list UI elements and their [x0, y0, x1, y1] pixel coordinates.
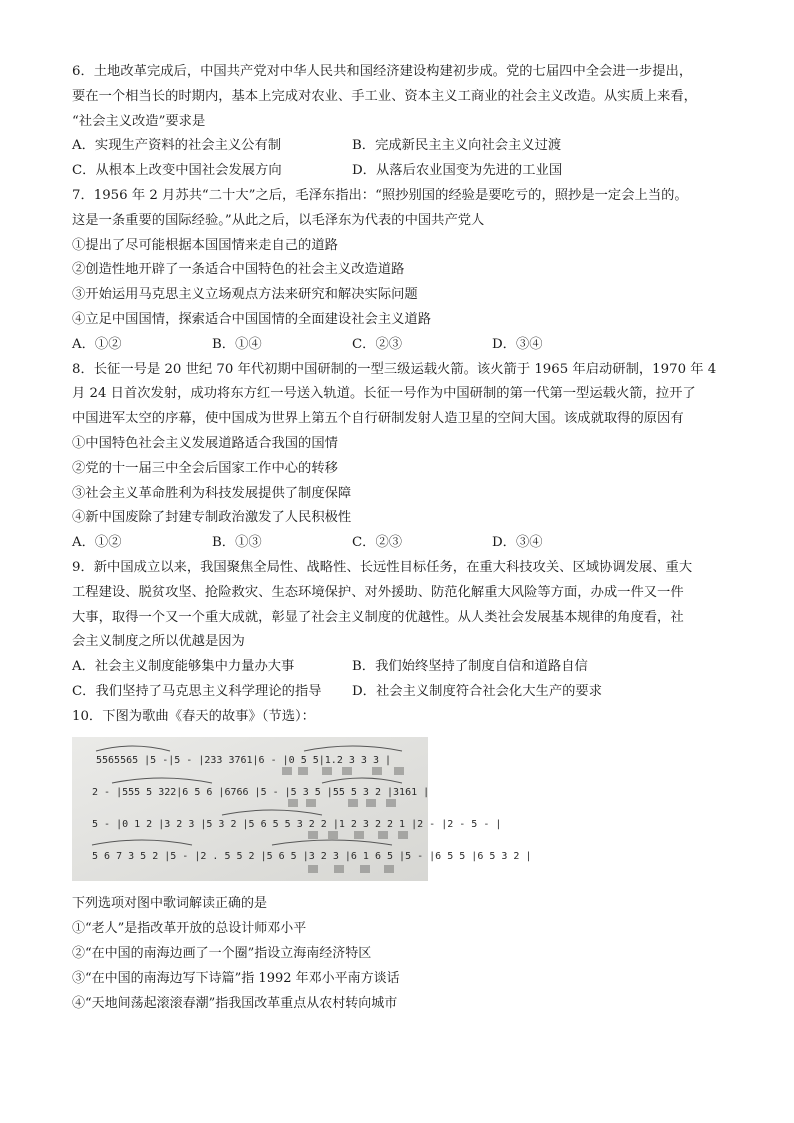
question-stem: 8．长征一号是 20 世纪 70 年代初期中国研制的一型三级运载火箭。该火箭于 1965 年启动研制，1970 年 4 [72, 361, 717, 377]
score-row-2: 2 - |555 5 322|6 5 6 |6766 |5 - |5 3 5 |55 5 3 2 |3161 | [92, 786, 430, 798]
question-stem: 工程建设、脱贫攻坚、抢险救灾、生态环境保护、对外援助、防范化解重大风险等方面，办成一件又一件 [72, 584, 684, 600]
statement-item: ③“在中国的南海边写下诗篇”指 1992 年邓小平南方谈话 [72, 970, 400, 986]
option-row [72, 531, 732, 556]
question-stem: 10．下图为歌曲《春天的故事》（节选）： [72, 708, 315, 724]
option-b[interactable]: B．①③ [212, 535, 262, 551]
question-stem: 会主义制度之所以优越是因为 [72, 634, 245, 650]
option-b[interactable]: B．完成新民主主义向社会主义过渡 [352, 138, 562, 154]
question-stem: 大事，取得一个又一个重大成就，彰显了社会主义制度的优越性。从人类社会发展基本规律的角度看，社 [72, 609, 684, 625]
question-stem: 9．新中国成立以来，我国聚焦全局性、战略性、长远性目标任务，在重大科技攻关、区域协调发展、重大 [72, 559, 693, 575]
question-prompt: 下列选项对图中歌词解读正确的是 [72, 895, 268, 911]
exam-page [72, 60, 732, 1016]
option-row [72, 655, 732, 680]
statement-item: ②创造性地开辟了一条适合中国特色的社会主义改造道路 [72, 262, 405, 278]
option-c[interactable]: C．从根本上改变中国社会发展方向 [72, 163, 282, 179]
statement-item: ③社会主义革命胜利为科技发展提供了制度保障 [72, 485, 352, 501]
option-d[interactable]: D．从落后农业国变为先进的工业国 [352, 163, 563, 179]
statement-item: ①中国特色社会主义发展道路适合我国的国情 [72, 435, 338, 451]
option-d[interactable]: D．③④ [492, 535, 543, 551]
option-a[interactable]: A．社会主义制度能够集中力量办大事 [72, 659, 295, 675]
option-row [72, 134, 732, 159]
question-stem: 7．1956 年 2 月苏共“二十大”之后，毛泽东指出：“照抄别国的经验是要吃亏的，照抄是一定会上当的。 [72, 187, 688, 203]
statement-item: ④立足中国国情，探索适合中国国情的全面建设社会主义道路 [72, 311, 432, 327]
option-a[interactable]: A．①② [72, 336, 122, 352]
question-stem: 中国进军太空的序幕，使中国成为世界上第五个自行研制发射人造卫星的空间大国。该成就取得的原因有 [72, 411, 684, 427]
option-c[interactable]: C．我们坚持了马克思主义科学理论的指导 [72, 683, 322, 699]
question-8 [72, 358, 732, 556]
option-d[interactable]: D．社会主义制度符合社会化大生产的要求 [352, 683, 603, 699]
option-d[interactable]: D．③④ [492, 336, 543, 352]
question-9 [72, 556, 732, 705]
question-stem: “社会主义改造”要求是 [72, 113, 206, 129]
question-10 [72, 705, 732, 1016]
score-row-1: 5565565 |5 -|5 - |233 3761|6 - |0 5 5|1.2 3 3 3 | [96, 754, 392, 766]
statement-item: ③开始运用马克思主义立场观点方法来研究和解决实际问题 [72, 287, 418, 303]
statement-item: ②党的十一届三中全会后国家工作中心的转移 [72, 460, 338, 476]
option-b[interactable]: B．①④ [212, 336, 262, 352]
statement-item: ②“在中国的南海边画了一个圈”指设立海南经济特区 [72, 945, 372, 961]
statement-item: ①“老人”是指改革开放的总设计师邓小平 [72, 920, 307, 936]
question-stem: 要在一个相当长的时期内，基本上完成对农业、手工业、资本主义工商业的社会主义改造。从实质上来看， [72, 88, 697, 104]
option-a[interactable]: A．实现生产资料的社会主义公有制 [72, 138, 282, 154]
score-row-4: 5 6 7 3 5 2 |5 - |2 . 5 5 2 |5 6 5 |3 2 3 |6 1 6 5 |5 - |6 5 5 |6 5 3 2 | [92, 850, 532, 862]
statement-item: ①提出了尽可能根据本国国情来走自己的道路 [72, 237, 338, 253]
question-stem: 月 24 日首次发射，成功将东方红一号送入轨道。长征一号作为中国研制的第一代第一型运载火箭，拉开了 [72, 386, 696, 402]
question-stem: 6．土地改革完成后，中国共产党对中华人民共和国经济建设构建初步成。党的七届四中全会进一步提出， [72, 64, 693, 79]
option-b[interactable]: B．我们始终坚持了制度自信和道路自信 [352, 659, 588, 675]
statement-item: ④“天地间荡起滚滚春潮”指我国改革重点从农村转向城市 [72, 995, 398, 1011]
question-stem: 这是一条重要的国际经验。”从此之后，以毛泽东为代表的中国共产党人 [72, 212, 485, 228]
question-6 [72, 60, 732, 184]
option-row [72, 333, 732, 358]
option-row [72, 680, 732, 705]
option-c[interactable]: C．②③ [352, 336, 403, 352]
option-c[interactable]: C．②③ [352, 535, 403, 551]
option-row [72, 159, 732, 184]
music-score-graphic [72, 737, 532, 881]
music-score-image [72, 737, 532, 881]
statement-item: ④新中国废除了封建专制政治激发了人民积极性 [72, 510, 352, 526]
score-row-3: 5 - |0 1 2 |3 2 3 |5 3 2 |5 6 5 5 3 2 2 |1 2 3 2 2 1 |2 - |2 - 5 - | [92, 818, 502, 830]
option-a[interactable]: A．①② [72, 535, 122, 551]
question-7 [72, 184, 732, 358]
